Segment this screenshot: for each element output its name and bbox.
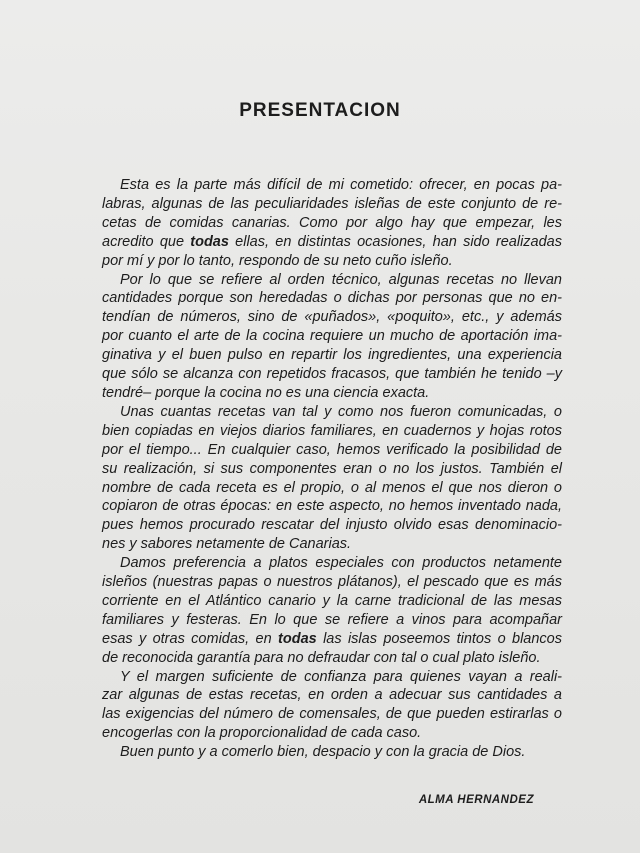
text-line: de reconocida garantía para no defraudar con tal o cual plato isleño.: [102, 649, 541, 666]
paragraph: [102, 743, 562, 762]
text-line: por el tiempo... En cualquier caso, hemos verificado la posibilidad de: [102, 441, 562, 458]
text-line: Por lo que se refiere al orden técnico, algunas recetas no llevan: [120, 271, 562, 288]
text-line: por mí y por lo tanto, respondo de su neto cuño isleño.: [102, 252, 453, 269]
text-line: nombre de cada receta es el propio, o al menos el que nos dieron o: [102, 479, 562, 496]
text-line: nes y sabores netamente de Canarias.: [102, 536, 352, 553]
page-title: PRESENTACION: [239, 100, 401, 121]
emphasis: todas: [278, 630, 317, 647]
text-line: Y el margen suficiente de confianza para quienes vayan a reali-: [120, 668, 562, 685]
text-line: bien copiadas en viejos diarios familiares, en cuadernos y hojas rotos: [102, 422, 562, 439]
paragraph: [102, 554, 562, 667]
paragraph: [102, 271, 562, 403]
emphasis: todas: [190, 233, 229, 250]
text-line: pues hemos procurado rescatar del injusto olvido esas denominacio-: [102, 517, 562, 534]
text-line: Buen punto y a comerlo bien, despacio y con la gracia de Dios.: [120, 744, 526, 761]
text-line: tendré– porque la cocina no es una ciencia exacta.: [102, 384, 430, 401]
text-line: su realización, si sus componentes eran o no los justos. También el: [102, 460, 562, 477]
text-line: zar algunas de estas recetas, en orden a adecuar sus cantidades a: [102, 687, 562, 704]
text-line: cantidades porque son heredadas o dichas por personas que no en-: [102, 290, 562, 307]
text-line: copiaron de otras épocas: en este aspecto, no hemos inventado nada,: [102, 498, 562, 515]
text-line: labras, algunas de las peculiaridades isleñas de este conjunto de re-: [102, 195, 562, 212]
text-line: isleños (nuestras papas o nuestros plátanos), el pescado que es más: [102, 574, 562, 591]
text-line: acredito que todas ellas, en distintas ocasiones, han sido realizadas: [102, 233, 562, 250]
text-line: familiares y festeras. En lo que se refiere a vinos para acompañar: [102, 611, 562, 628]
text-line: esas y otras comidas, en todas las islas poseemos tintos o blancos: [102, 630, 562, 647]
text-line: que sólo se alcanza con repetidos fracasos, que también he tenido –y: [102, 366, 562, 383]
text-line: las exigencias del número de comensales, de que pueden estirarlas o: [102, 706, 562, 723]
paragraph: [102, 176, 562, 271]
text-line: por cuanto el arte de la cocina requiere un mucho de aportación ima-: [102, 328, 562, 345]
text-line: ginativa y el buen pulso en repartir los ingredientes, una experiencia: [102, 347, 562, 364]
text-line: Unas cuantas recetas van tal y como nos fueron comunicadas, o: [120, 403, 562, 420]
text-line: encogerlas con la proporcionalidad de cada caso.: [102, 725, 422, 742]
author-signature: ALMA HERNANDEZ: [418, 794, 534, 806]
text-line: tendían de números, sino de «puñados», «poquito», etc., y además: [102, 309, 562, 326]
paragraph: [102, 668, 562, 744]
text-line: Damos preferencia a platos especiales con productos netamente: [120, 555, 562, 572]
text-line: corriente en el Atlántico canario y la carne tradicional de las mesas: [102, 592, 562, 609]
text-line: cetas de comidas canarias. Como por algo hay que empezar, les: [102, 214, 562, 231]
text-line: Esta es la parte más difícil de mi cometido: ofrecer, en pocas pa-: [120, 177, 562, 193]
presentation-body: [102, 176, 562, 762]
paragraph: [102, 403, 562, 554]
